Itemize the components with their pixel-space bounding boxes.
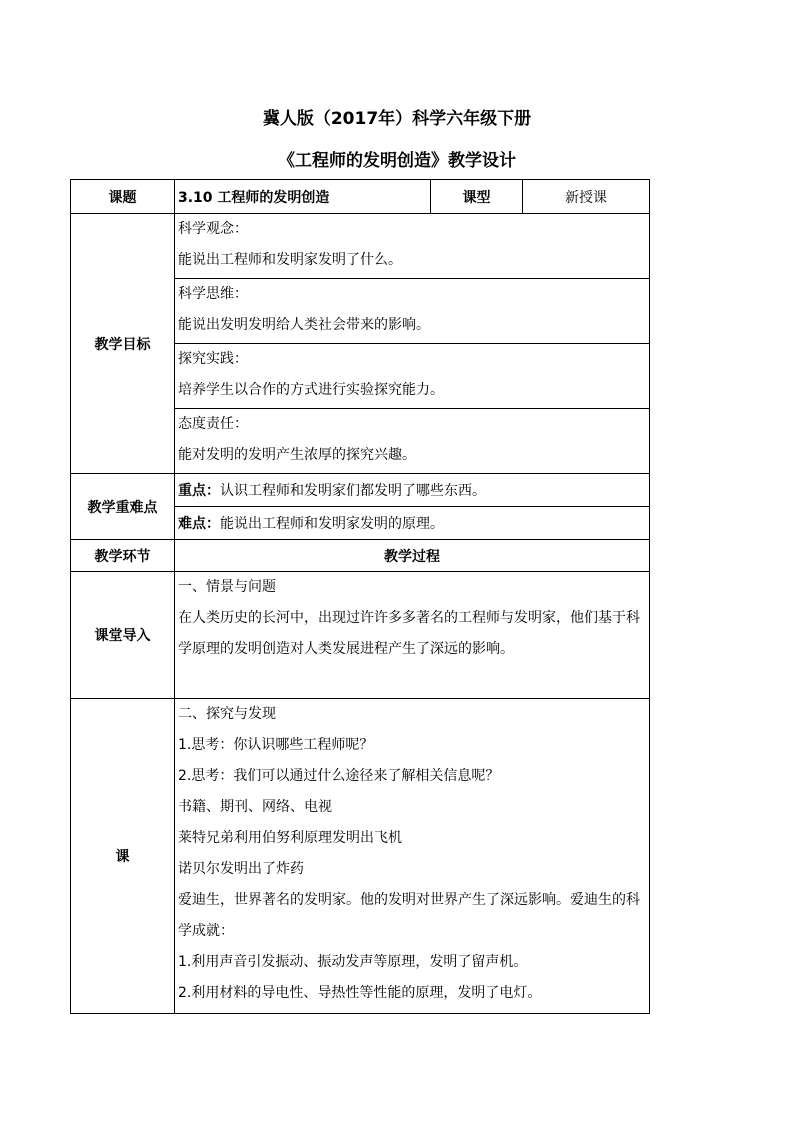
objective-text: 能对发明的发明产生浓厚的探究兴趣。 <box>178 447 416 463</box>
lesson-row <box>71 699 650 1014</box>
lesson-plan-table <box>70 179 650 1014</box>
document-title: 冀人版（2017年）科学六年级下册 <box>262 109 532 129</box>
topic-value: 3.10 工程师的发明创造 <box>175 180 431 214</box>
topic-label: 课题 <box>71 180 175 214</box>
objective-heading: 探究实践： <box>178 351 248 367</box>
objective-text: 能说出发明发明给人类社会带来的影响。 <box>178 317 430 333</box>
objective-cell <box>175 344 650 409</box>
stage-header: 教学环节 <box>71 540 175 572</box>
lesson-label: 课 <box>71 699 175 1014</box>
intro-heading: 一、情景与问题 <box>178 579 276 595</box>
objectives-label: 教学目标 <box>71 214 175 474</box>
lesson-line: 爱迪生，世界著名的发明家。他的发明对世界产生了深远影响。爱迪生的科学成就： <box>178 892 640 939</box>
difficulty-text: 能说出工程师和发明家发明的原理。 <box>220 516 444 532</box>
lesson-line: 书籍、期刊、网络、电视 <box>178 799 332 815</box>
focus-text: 认识工程师和发明家们都发明了哪些东西。 <box>220 483 486 499</box>
focus-cell <box>175 474 650 507</box>
objective-cell <box>175 279 650 344</box>
lesson-line: 2.利用材料的导电性、导热性等性能的原理，发明了电灯。 <box>178 985 542 1001</box>
lesson-line: 1.思考：你认识哪些工程师呢？ <box>178 737 374 753</box>
objective-heading: 科学思维： <box>178 286 248 302</box>
lesson-line: 二、探究与发现 <box>178 706 276 722</box>
objective-row <box>71 214 650 279</box>
objective-heading: 态度责任： <box>178 416 248 432</box>
focus-label: 重点： <box>178 483 220 499</box>
lesson-line: 1.利用声音引发振动、振动发声等原理，发明了留声机。 <box>178 954 528 970</box>
type-value: 新授课 <box>523 180 650 214</box>
difficulty-label: 难点： <box>178 516 220 532</box>
key-point-row <box>71 474 650 507</box>
intro-cell <box>175 572 650 699</box>
objective-heading: 科学观念： <box>178 221 248 237</box>
document-subtitle: 《工程师的发明创造》教学设计 <box>278 151 516 171</box>
lesson-line: 2.思考：我们可以通过什么途径来了解相关信息呢？ <box>178 768 500 784</box>
objective-cell <box>175 214 650 279</box>
topic-row <box>71 180 650 214</box>
objective-text: 培养学生以合作的方式进行实验探究能力。 <box>178 382 444 398</box>
objective-cell <box>175 409 650 474</box>
lesson-line: 莱特兄弟利用伯努利原理发明出飞机 <box>178 830 402 846</box>
intro-label: 课堂导入 <box>71 572 175 699</box>
type-label: 课型 <box>431 180 523 214</box>
lesson-line: 诺贝尔发明出了炸药 <box>178 861 304 877</box>
process-header: 教学过程 <box>175 540 650 572</box>
key-points-label: 教学重难点 <box>71 474 175 540</box>
objective-text: 能说出工程师和发明家发明了什么。 <box>178 252 402 268</box>
process-header-row <box>71 540 650 572</box>
intro-row <box>71 572 650 699</box>
difficulty-cell <box>175 507 650 540</box>
lesson-cell <box>175 699 650 1014</box>
intro-text: 在人类历史的长河中，出现过许许多多著名的工程师与发明家，他们基于科学原理的发明创造对人类发展进程产生了深远的影响。 <box>178 610 640 657</box>
